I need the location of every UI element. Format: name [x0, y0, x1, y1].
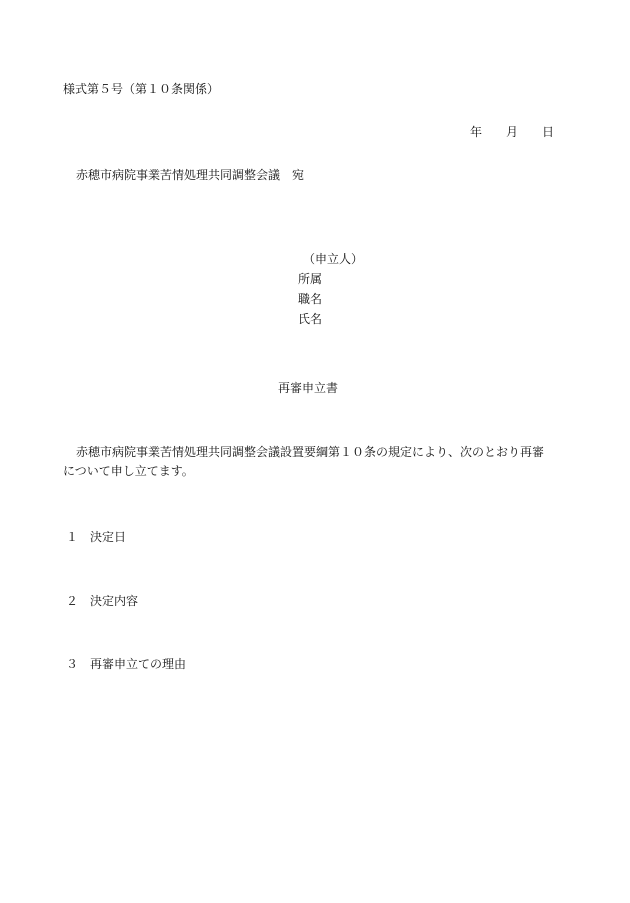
body-line-1: 赤穂市病院事業苦情処理共同調整会議設置要綱第１０条の規定により、次のとおり再審: [76, 445, 545, 459]
addressee: [76, 167, 304, 183]
item-label: 決定日: [90, 530, 127, 544]
item-number: ３: [66, 657, 79, 671]
item-label: 決定内容: [90, 594, 139, 608]
applicant-heading: （申立人）: [303, 252, 364, 266]
date-line: [470, 124, 554, 140]
date-year-label: 年: [470, 125, 483, 139]
addressee-name: 赤穂市病院事業苦情処理共同調整会議: [76, 168, 281, 182]
affiliation-label: 所属: [298, 272, 323, 286]
position-label: 職名: [298, 292, 323, 306]
item-number: １: [66, 530, 79, 544]
applicant-block: [298, 251, 363, 331]
date-day-label: 日: [542, 125, 555, 139]
document-title: 再審申立書: [278, 381, 339, 395]
item-label: 再審申立ての理由: [90, 657, 187, 671]
name-label: 氏名: [298, 312, 323, 326]
item-number: ２: [66, 594, 79, 608]
date-month-label: 月: [506, 125, 519, 139]
body-line-2: について申し立てます。: [63, 464, 194, 478]
item-decision-date: [66, 529, 126, 545]
form-number: 様式第５号（第１０条関係）: [63, 82, 220, 96]
body-paragraph: [63, 443, 563, 481]
addressee-suffix: 宛: [292, 168, 305, 182]
item-decision-content: [66, 593, 138, 609]
item-appeal-reason: [66, 656, 186, 672]
